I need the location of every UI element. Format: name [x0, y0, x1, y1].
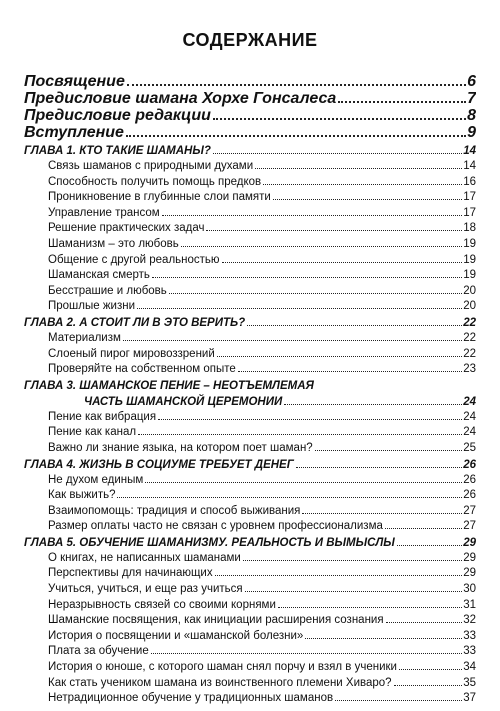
- dot-leader: [215, 575, 463, 576]
- toc-section-page: 27: [463, 504, 476, 517]
- toc-section[interactable]: [24, 206, 476, 222]
- toc-section[interactable]: [24, 190, 476, 206]
- dot-leader: [243, 560, 462, 561]
- dot-leader: [127, 84, 466, 86]
- toc-section-page: 20: [463, 300, 476, 313]
- toc-chapter-4[interactable]: [24, 457, 476, 473]
- dot-leader: [169, 293, 462, 294]
- page-title: СОДЕРЖАНИЕ: [182, 30, 318, 50]
- dot-leader: [245, 591, 463, 592]
- dot-leader: [335, 700, 462, 701]
- toc-section-page: 25: [463, 441, 476, 454]
- dot-leader: [151, 653, 462, 654]
- toc-section[interactable]: [24, 660, 476, 676]
- toc-section-label: История о посвящении и «шаманской болезни»: [48, 629, 304, 642]
- toc-section[interactable]: [24, 253, 476, 269]
- dot-leader: [145, 482, 462, 483]
- toc-section-label: Нетрадиционное обучение у традиционных шаманов: [48, 692, 334, 705]
- toc-section[interactable]: [24, 221, 476, 237]
- toc-section[interactable]: [24, 362, 476, 378]
- toc-section[interactable]: [24, 629, 476, 645]
- toc-chapter-page: 29: [463, 536, 476, 549]
- toc-chapter-3[interactable]: [24, 378, 476, 410]
- toc-section-page: 27: [463, 520, 476, 533]
- dot-leader: [305, 638, 462, 639]
- toc-section[interactable]: [24, 473, 476, 489]
- toc-section-page: 19: [463, 237, 476, 250]
- toc-section[interactable]: [24, 551, 476, 567]
- toc-section[interactable]: [24, 441, 476, 457]
- toc-section-page: 31: [463, 598, 476, 611]
- toc-chapter-label-line1: ГЛАВА 3. ШАМАНСКОЕ ПЕНИЕ – НЕОТЪЕМЛЕМАЯ: [24, 379, 314, 392]
- dot-leader: [238, 371, 462, 372]
- dot-leader: [278, 607, 462, 608]
- toc-chapter-label: ГЛАВА 2. А СТОИТ ЛИ В ЭТО ВЕРИТЬ?: [24, 316, 246, 329]
- toc-section-page: 22: [463, 331, 476, 344]
- toc-section-page: 17: [463, 191, 476, 204]
- toc-section[interactable]: [24, 613, 476, 629]
- dot-leader: [255, 168, 462, 169]
- toc-chapter-page: 14: [463, 145, 476, 157]
- toc-section[interactable]: [24, 331, 476, 347]
- dot-leader: [394, 685, 463, 686]
- toc-section-label: Важно ли знание языка, на котором поет шаман?: [48, 441, 313, 454]
- toc-section-label: Шаманская смерть: [48, 269, 150, 282]
- toc-section-label: Управление трансом: [48, 206, 160, 219]
- toc-section[interactable]: [24, 519, 476, 535]
- toc-entry-label: Посвящение: [24, 73, 125, 90]
- toc-section-page: 29: [463, 551, 476, 564]
- toc-chapter-label: ГЛАВА 5. ОБУЧЕНИЕ ШАМАНИЗМУ. РЕАЛЬНОСТЬ И ВЫМЫСЛЫ: [24, 536, 395, 549]
- toc-section-label: Как выжить?: [48, 489, 116, 502]
- toc-entry-page: 7: [467, 90, 476, 107]
- dot-leader: [296, 467, 462, 468]
- toc-section-page: 18: [463, 222, 476, 235]
- toc-section[interactable]: [24, 410, 476, 426]
- dot-leader: [397, 545, 462, 546]
- dot-leader: [217, 356, 462, 357]
- dot-leader: [213, 118, 466, 120]
- toc-section-page: 16: [463, 175, 476, 188]
- toc-section-label: О книгах, не написанных шаманами: [48, 551, 241, 564]
- toc-section-label: Материализм: [48, 331, 121, 344]
- toc-section-label: Шаманизм – это любовь: [48, 237, 179, 250]
- toc-section[interactable]: [24, 582, 476, 598]
- toc-section-page: 30: [463, 583, 476, 596]
- toc-section-page: 26: [463, 473, 476, 486]
- dot-leader: [399, 669, 462, 670]
- toc-section-page: 32: [463, 614, 476, 627]
- toc-chapter-label: ГЛАВА 4. ЖИЗНЬ В СОЦИУМЕ ТРЕБУЕТ ДЕНЕГ: [24, 458, 294, 471]
- toc-entry-page: 8: [467, 107, 476, 124]
- toc-section[interactable]: [24, 159, 476, 175]
- toc-section[interactable]: [24, 347, 476, 363]
- toc-section-page: 34: [463, 661, 476, 674]
- toc-section-page: 24: [463, 410, 476, 423]
- dot-leader: [386, 622, 463, 623]
- toc-section-label: Как стать учеником шамана из воинственного племени Хиваро?: [48, 676, 392, 689]
- dot-leader: [263, 184, 462, 185]
- toc-entry-label: Вступление: [24, 124, 124, 141]
- toc-section-page: 33: [463, 629, 476, 642]
- dot-leader: [181, 246, 462, 247]
- toc-section-page: 37: [463, 692, 476, 705]
- toc-section[interactable]: [24, 284, 476, 300]
- dot-leader: [222, 262, 463, 263]
- toc-entry-shaman-preface[interactable]: [24, 90, 476, 107]
- toc-section-label: Бесстрашие и любовь: [48, 284, 167, 297]
- toc-section-page: 20: [463, 284, 476, 297]
- toc-section[interactable]: [24, 175, 476, 191]
- toc-entry-page: 9: [467, 124, 476, 141]
- toc-section-label: Учиться, учиться, и еще раз учиться: [48, 583, 243, 596]
- dot-leader: [158, 419, 462, 420]
- dot-leader: [284, 404, 462, 405]
- toc-section-label: Перспективы для начинающих: [48, 567, 213, 580]
- toc-chapter-page: 22: [463, 316, 476, 329]
- toc-section-label: История о юноше, с которого шаман снял порчу и взял в ученики: [48, 661, 397, 674]
- toc-section-label: Не духом единым: [48, 473, 144, 486]
- toc-entry-page: 6: [467, 73, 476, 90]
- dot-leader: [385, 528, 462, 529]
- toc-section-label: Общение с другой реальностью: [48, 253, 220, 266]
- toc-section-label: Способность получить помощь предков: [48, 175, 262, 188]
- toc-section-label: Пение как вибрация: [48, 410, 157, 423]
- toc-chapter-label: ЧАСТЬ ШАМАНСКОЙ ЦЕРЕМОНИИ: [84, 395, 283, 408]
- toc-section-page: 19: [463, 269, 476, 282]
- toc-section[interactable]: [24, 299, 476, 315]
- toc-section-label: Решение практических задач: [48, 222, 205, 235]
- toc-section-page: 19: [463, 253, 476, 266]
- table-of-contents: [24, 73, 476, 707]
- toc-section-label: Взаимопомощь: традиция и способ выживания: [48, 504, 301, 517]
- toc-section-label: Связь шаманов с природными духами: [48, 160, 254, 172]
- toc-section-label: Проникновение в глубинные слои памяти: [48, 191, 271, 204]
- toc-section-page: 14: [463, 160, 476, 172]
- toc-entry-introduction[interactable]: [24, 124, 476, 141]
- toc-entry-dedication[interactable]: [24, 73, 476, 90]
- dot-leader: [137, 308, 462, 309]
- toc-section-page: 24: [463, 426, 476, 439]
- dot-leader: [152, 277, 462, 278]
- toc-section-page: 23: [463, 363, 476, 376]
- toc-section-label: Шаманские посвящения, как инициации расширения сознания: [48, 614, 384, 627]
- dot-leader: [117, 497, 462, 498]
- toc-section[interactable]: [24, 488, 476, 504]
- toc-section-label: Плата за обучение: [48, 645, 149, 658]
- dot-leader: [302, 513, 462, 514]
- toc-section[interactable]: [24, 691, 476, 707]
- toc-section-page: 35: [463, 676, 476, 689]
- toc-section-label: Неразрывность связей со своими корнями: [48, 598, 276, 611]
- toc-section[interactable]: [24, 425, 476, 441]
- toc-chapter-2[interactable]: [24, 315, 476, 331]
- dot-leader: [162, 215, 462, 216]
- dot-leader: [273, 199, 462, 200]
- toc-section[interactable]: [24, 268, 476, 284]
- toc-section-label: Проверяйте на собственном опыте: [48, 363, 236, 376]
- dot-leader: [138, 434, 462, 435]
- toc-entry-label: Предисловие шамана Хорхе Гонсалеса: [24, 90, 337, 107]
- toc-section[interactable]: [24, 644, 476, 660]
- toc-section[interactable]: [24, 676, 476, 692]
- toc-section-label: Пение как канал: [48, 426, 137, 439]
- toc-section[interactable]: [24, 504, 476, 520]
- toc-chapter-page: 24: [463, 395, 476, 408]
- toc-section-page: 22: [463, 347, 476, 360]
- toc-section[interactable]: [24, 598, 476, 614]
- toc-section-label: Прошлые жизни: [48, 300, 136, 313]
- dot-leader: [126, 135, 466, 137]
- toc-section[interactable]: [24, 566, 476, 582]
- toc-section[interactable]: [24, 237, 476, 253]
- toc-section-label: Размер оплаты часто не связан с уровнем профессионализма: [48, 520, 383, 533]
- toc-section-page: 26: [463, 489, 476, 502]
- toc-section-label: Слоеный пирог мировоззрений: [48, 347, 215, 360]
- toc-section-page: 17: [463, 206, 476, 219]
- toc-chapter-5[interactable]: [24, 535, 476, 551]
- dot-leader: [123, 340, 462, 341]
- toc-entry-label: Предисловие редакции: [24, 107, 211, 124]
- toc-chapter-page: 26: [463, 458, 476, 471]
- dot-leader: [315, 450, 463, 451]
- toc-entry-editor-preface[interactable]: [24, 107, 476, 124]
- dot-leader: [206, 230, 462, 231]
- toc-section-page: 29: [463, 567, 476, 580]
- dot-leader: [213, 153, 462, 154]
- toc-chapter-1[interactable]: [24, 143, 476, 159]
- toc-chapter-label: ГЛАВА 1. КТО ТАКИЕ ШАМАНЫ?: [24, 145, 211, 157]
- toc-section-page: 33: [463, 645, 476, 658]
- dot-leader: [247, 325, 462, 326]
- dot-leader: [338, 101, 466, 103]
